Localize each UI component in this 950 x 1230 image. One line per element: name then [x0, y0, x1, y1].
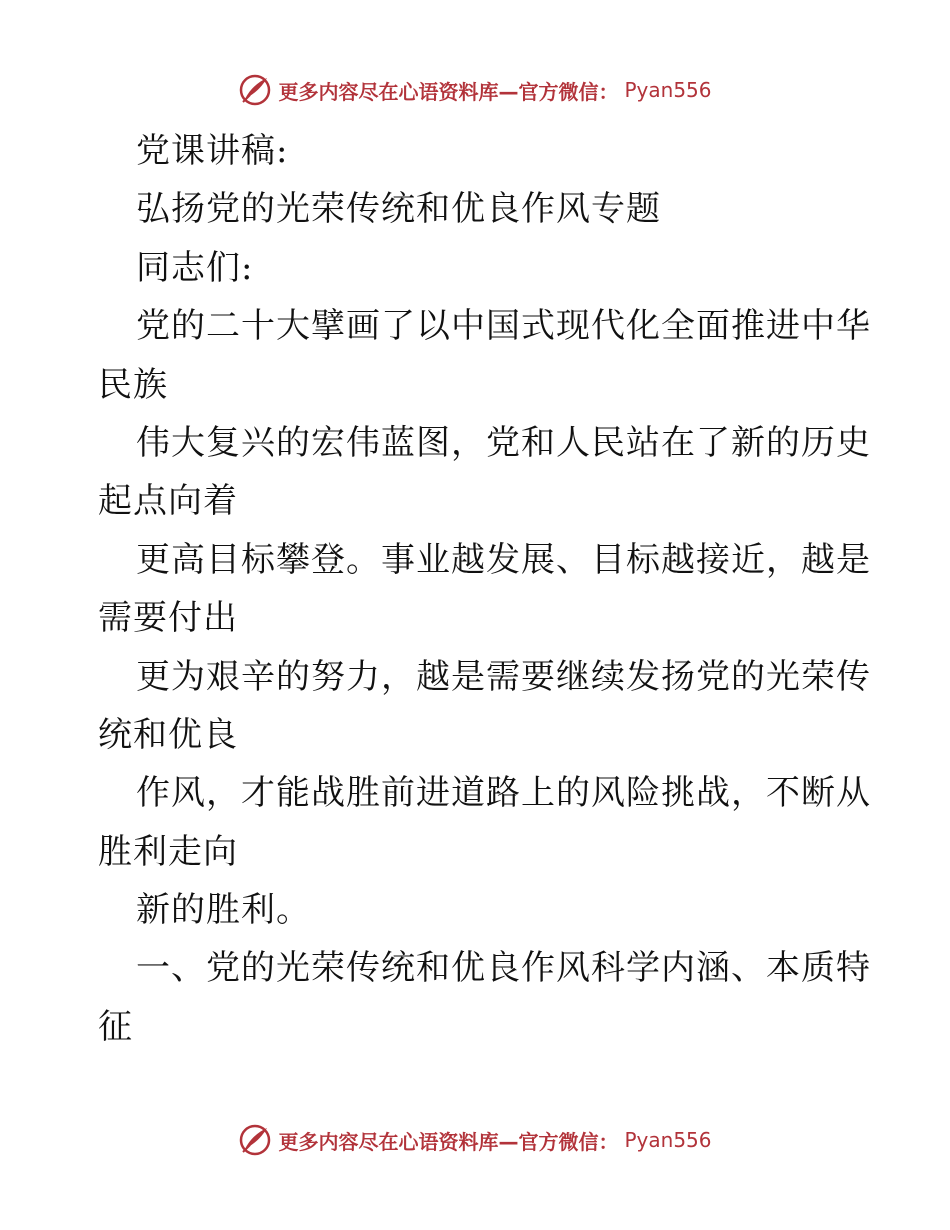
- text-line: 更为艰辛的努力，越是需要继续发扬党的光荣传: [136, 656, 871, 697]
- feather-pen-logo-icon: [238, 1123, 272, 1157]
- text-line: 弘扬党的光荣传统和优良作风专题: [136, 189, 661, 230]
- text-line: 作风，才能战胜前进道路上的风险挑战，不断从: [136, 773, 871, 814]
- text-line: 一、党的光荣传统和优良作风科学内涵、本质特: [136, 948, 871, 989]
- text-line: 党课讲稿:: [136, 131, 289, 171]
- text-line: 党的二十大擘画了以中国式现代化全面推进中华: [136, 306, 871, 347]
- text-line: 统和优良: [98, 714, 238, 755]
- text-line: 新的胜利。: [136, 890, 311, 931]
- text-line: 伟大复兴的宏伟蓝图，党和人民站在了新的历史: [136, 422, 871, 463]
- header-watermark: [0, 70, 950, 110]
- text-line: 同志们:: [136, 247, 254, 288]
- text-line: 起点向着: [98, 481, 238, 522]
- footer-watermark: [0, 1120, 950, 1160]
- feather-pen-logo-icon: [238, 73, 272, 107]
- text-line: 更高目标攀登。事业越发展、目标越接近，越是: [136, 539, 871, 580]
- watermark-text: 更多内容尽在心语资料库—官方微信：: [278, 1129, 619, 1154]
- watermark-wechat-id: Pyan556: [624, 78, 712, 102]
- text-line: 胜利走向: [98, 831, 238, 872]
- text-line: 征: [98, 1006, 133, 1047]
- document-body: [98, 122, 871, 1056]
- watermark-wechat-id: Pyan556: [624, 1128, 712, 1152]
- text-line: 需要付出: [98, 598, 238, 639]
- watermark-text: 更多内容尽在心语资料库—官方微信：: [278, 79, 619, 104]
- text-line: 民族: [98, 364, 168, 405]
